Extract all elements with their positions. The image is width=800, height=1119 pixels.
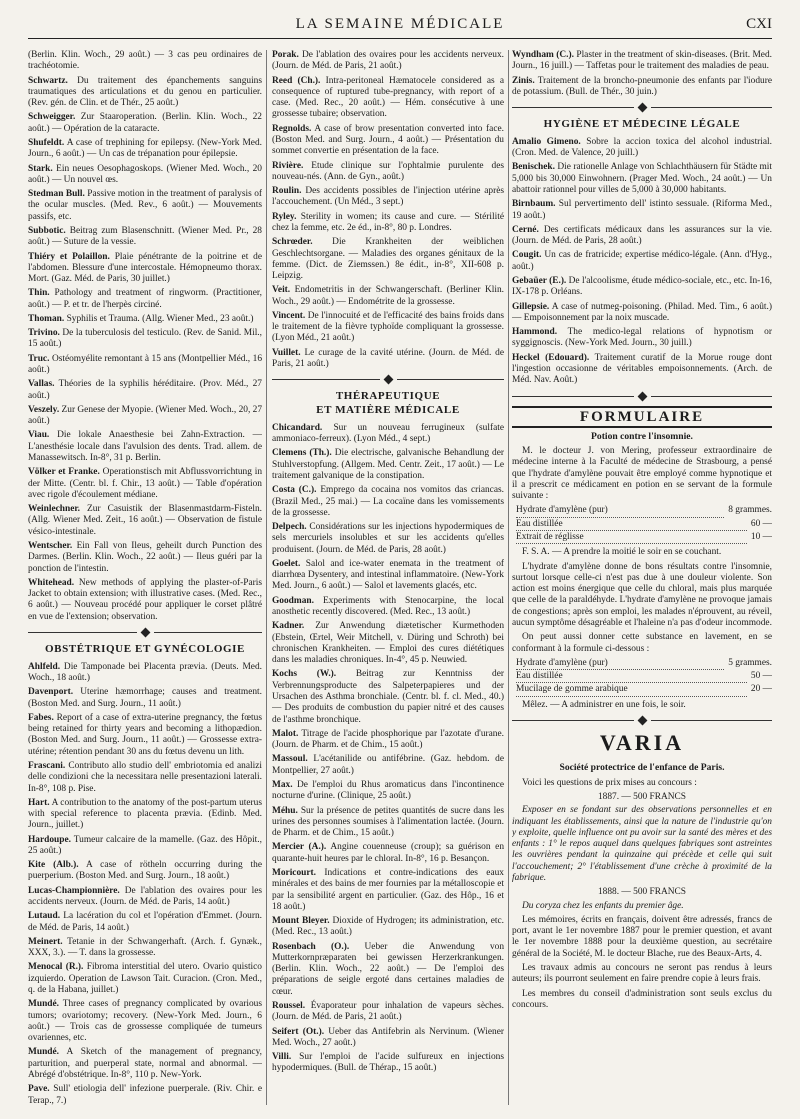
entry-text: Sull' etiologia dell' infezione puerperale. (Riv. Chir. e Terap., 7.) — [28, 1084, 262, 1105]
bibliography-entry — [272, 522, 504, 556]
section-divider — [272, 376, 504, 383]
prize-question-2: Du coryza chez les enfants du premier âge. — [522, 900, 684, 911]
entry-author: Villi. — [272, 1052, 292, 1063]
entry-text: Sur un nouveau ferrugineux (sulfate ammoniaco-ferreux). (Lyon Méd., 4 sept.) — [272, 422, 504, 445]
ingredient-quantity: 50 — — [750, 671, 772, 682]
entry-author: Meinert. — [28, 936, 63, 947]
bibliography-entry — [28, 1084, 262, 1105]
entry-author: Mundé. — [28, 999, 59, 1010]
entry-author: Cougit. — [512, 250, 542, 261]
varia-subtitle: Société protectrice de l'enfance de Paris. — [559, 762, 725, 774]
entry-author: Vallas. — [28, 379, 55, 390]
entry-text: Beitrag zur Kenntniss der Verbrennungsproducte des Salpeterpapieres und der Ursachen des Asthma bronchiale. (Centr. bl. f. cl. Med., 40.) — Des produits de combustion du papier nitré et des causes de l'asthme bronchique. — [272, 669, 504, 725]
bibliography-entry — [512, 302, 772, 325]
section-divider — [28, 629, 262, 636]
bibliography-entry — [272, 485, 504, 519]
bibliography-entry — [28, 687, 262, 710]
entry-author: Lutaud. — [28, 911, 61, 922]
entry-text: Report of a case of extra-uterine pregnancy, the fœtus being retained for thirty years and becoming a lithopædion. (Boston Med. and Surg. Journ., 11 août.) — Grossesse extra-utérine; rétention pendant 30 ans du fœtus devenu un lith. — [28, 712, 262, 757]
formula-row — [516, 532, 772, 544]
bibliography-entry — [512, 327, 772, 350]
bibliography-entry — [28, 252, 262, 286]
bibliography-entry — [28, 354, 262, 377]
entry-text: Pathology and treatment of ringworm. (Practitioner, août.) — P. et tr. de l'herpès circiné. — [28, 288, 262, 310]
bibliography-entry — [272, 311, 504, 345]
bibliography-entry — [272, 754, 504, 777]
formulaire-title: FORMULAIRE — [512, 406, 772, 428]
entry-text: De l'ablation des ovaires pour les accidents nerveux. (Journ. de Méd. de Paris, 14 août.) — [28, 885, 262, 908]
entry-text: Évaporateur pour inhalation de vapeurs sèches. (Journ. de Méd. de Paris, 21 août.) — [272, 1001, 504, 1023]
entry-text: La lacération du col et l'opération d'Emmet. (Journ. de Méd. de Paris, 14 août.) — [28, 911, 262, 933]
section-title-therapeutique — [272, 390, 504, 418]
entry-author: Ahlfeld. — [28, 661, 61, 672]
bibliography-entry — [512, 137, 772, 160]
entry-author: Malot. — [272, 728, 299, 739]
entry-author: Fabes. — [28, 712, 54, 723]
ingredient-name: Extrait de réglisse — [516, 532, 747, 544]
entry-author: Mundé. — [28, 1047, 59, 1058]
bibliography-entry — [272, 729, 504, 752]
entry-text: Du traitement des épanchements sanguins traumatiques des articulations et du genou en particulier. (Rev. gén. de Clin. et de Thér., 25 août.) — [28, 75, 262, 109]
entry-text: (Berlin. Klin. Woch., 29 août.) — 3 cas peu ordinaires de trachéotomie. — [28, 50, 262, 72]
entry-author: Stark. — [28, 163, 53, 174]
bibliography-entry — [28, 314, 262, 325]
entry-text: Traitement curatif de la Morue rouge dont l'ingestion occasionne de véritables empoisonnements. (Arch. de Méd. Nav. Août.) — [512, 352, 772, 386]
entry-text: Sterility in women; its cause and cure. — Stérilité chez la femme, etc. 2e éd., in-8°, 80 p. Londres. — [272, 211, 504, 233]
bibliography-entry — [272, 942, 504, 998]
section-title-hygiene: HYGIÈNE ET MÉDECINE LÉGALE — [543, 118, 741, 131]
entry-text: Zur Staaroperation. (Berlin. Klin. Woch., 22 août.) — Opération de la cataracte. — [28, 112, 262, 134]
entry-author: Hardoupe. — [28, 834, 71, 845]
entry-text: A case of nutmeg-poisoning. (Philad. Med. Tim., 6 août.) — Empoisonnement par la noix muscade. — [512, 301, 772, 323]
entry-text: Sobre la accion toxica del alcohol industrial. (Cron. Med. de Valence, 20 juill.) — [512, 136, 772, 159]
bibliography-entry — [512, 76, 772, 99]
bibliography-entry — [272, 448, 504, 482]
bibliography-entry — [28, 112, 262, 135]
page-number: CXI — [746, 16, 772, 32]
entry-list — [272, 423, 504, 1075]
bibliography-entry — [272, 868, 504, 913]
entry-text: Die Tamponade bei Placenta prævia. (Deuts. Med. Woch., 18 août.) — [28, 661, 262, 683]
entry-text: Angine couenneuse (croup); sa guérison en quarante-huit heures par le chloral. In-8°, 16 p. Besançon. — [272, 842, 504, 864]
bibliography-entry — [512, 162, 772, 196]
entry-author: Veit. — [272, 285, 291, 296]
ingredient-name: Hydrate d'amylène (pur) — [516, 658, 724, 670]
entry-text: Dioxide of Hydrogen; its administration, etc. (Med. Rec., 13 août.) — [272, 916, 504, 938]
prize-question-1: Exposer en se fondant sur des observations personnelles et en indiquant les établissements, ainsi que la nature de l'industrie qu'on y exploite, quelle influence ont pu avoir sur la santé des mères et des enfants : 1° le repos auquel dans quelques fabriques sont astreintes les ouvrières pendant la quinzaine qui précède et celle qui suit l'accouchement; 2° l'établissement d'une crèche à proximité de la fabrique. — [512, 805, 772, 884]
entry-text: Ueber die Anwendung von Mutterkornpræparaten bei gewissen Herzerkrankungen. (Berlin. Klin. Woch., 22 août.) — De l'emploi des préparations de seigle ergoté dans certaines maladies de cœur. — [272, 941, 504, 997]
entry-author: Pave. — [28, 1084, 50, 1095]
entry-author: Shufeldt. — [28, 137, 65, 148]
bibliography-entry — [272, 423, 504, 446]
entry-list — [272, 50, 504, 370]
entry-author: Ryley. — [272, 211, 297, 222]
entry-text: De la tuberculosis del testiculo. (Rev. de Sanid. Mil., 15 août.) — [28, 328, 262, 350]
entry-text: Ostéomyélite remontant à 15 ans (Montpellier Méd., 16 août.) — [28, 353, 262, 376]
entry-text: Ueber das Antifebrin als Nervinum. (Wiener Med. Woch., 27 août.) — [272, 1026, 504, 1048]
entry-author: Lucas-Championnière. — [28, 885, 120, 896]
page-header — [28, 6, 772, 39]
entry-text: Un cas de fratricide; expertise médico-légale. (Ann. d'Hyg., août.) — [512, 250, 772, 272]
entry-text: De l'emploi du Rhus aromaticus dans l'incontinence nocturne d'urine. (Clinique, 25 août.) — [272, 779, 504, 802]
formula-1-instructions: F. S. A. — A prendre la moitié le soir en se couchant. — [522, 547, 722, 558]
entry-text: Des accidents possibles de l'injection utérine après l'accouchement. (Un Méd., 3 sept.) — [272, 186, 504, 208]
entry-author: Roussel. — [272, 1001, 306, 1012]
bibliography-entry — [272, 76, 504, 121]
bibliography-entry — [272, 285, 504, 308]
entry-text: Titrage de l'acide phosphorique par l'azotate d'urane. (Journ. de Pharm. et de Chim., 15 août.) — [272, 728, 504, 751]
column-divider — [266, 50, 267, 1105]
bibliography-entry — [28, 76, 262, 110]
entry-author: Thin. — [28, 288, 50, 299]
bibliography-entry — [28, 937, 262, 960]
bibliography-entry — [28, 226, 262, 249]
bibliography-entry — [512, 199, 772, 222]
ingredient-quantity: 60 — — [750, 518, 772, 529]
entry-author: Gebaüer (E.). — [512, 275, 567, 286]
bibliography-entry — [272, 348, 504, 371]
entry-author: Porak. — [272, 50, 299, 60]
entry-list — [28, 50, 262, 623]
entry-text: Considérations sur les injections hypodermiques de sels mercuriels insolubles et sur les accidents qu'elles produisent. (Journ. de Méd. de Paris, 28 août.) — [272, 522, 504, 555]
bibliography-entry — [512, 250, 772, 273]
bibliography-entry — [272, 621, 504, 666]
entry-text: A case of rötheln occurring during the puerperium. (Boston Med. and Surg. Journ., 18 août.) — [28, 860, 262, 882]
bibliography-entry — [272, 161, 504, 184]
entry-author: Schweigger. — [28, 112, 76, 123]
section-title-line-1: THÉRAPEUTIQUE — [335, 390, 441, 403]
bibliography-entry — [272, 124, 504, 158]
bibliography-entry — [272, 237, 504, 282]
bibliography-entry — [28, 467, 262, 501]
entry-author: Seifert (Ot.). — [272, 1026, 325, 1037]
ingredient-name: Hydrate d'amylène (pur) — [516, 505, 724, 517]
varia-paragraph: Les travaux admis au concours ne seront pas rendus à leurs auteurs; ils pourront seulement en faire prendre copie à leurs frais. — [512, 963, 772, 985]
ingredient-name: Eau distillée — [516, 671, 747, 683]
entry-text: Contributo allo studio dell' embriotomia ed analizi delle condizioni che la necessitara nelle presentazioni laterali. In-8°, 108 p. Pise. — [28, 760, 262, 794]
entry-text: Three cases of pregnancy complicated by ovarious tumors; ovariotomy; recovery. (New-York Med. Journ., 6 août.) — Trois cas de grossesse compliquée de tumeurs ovariennes, etc. — [28, 999, 262, 1044]
entry-text: Die Krankheiten der weiblichen Geschlechtsorgane. — Maladies des organes génitaux de la femme. (Dict. de Ziemssen.) 8e édit., in-8°, XII-608 p. Leipzig. — [272, 237, 504, 282]
section-divider — [512, 104, 772, 111]
entry-text: Emprego da cocaina nos vomitos das criancas. (Brazil Med., 25 mai.) — La cocaïne dans les vomissements de la grossesse. — [272, 485, 504, 518]
entry-text: Plaster in the treatment of skin-diseases. (Brit. Med. Journ., 16 juill.) — Taffetas pour le traitement des maladies de peau. — [512, 50, 772, 72]
bibliography-entry — [28, 50, 262, 73]
entry-author: Mount Bleyer. — [272, 916, 330, 927]
entry-author: Hart. — [28, 797, 50, 808]
bibliography-entry — [512, 225, 772, 248]
column-3 — [512, 50, 772, 1105]
entry-author: Veszely. — [28, 404, 60, 415]
entry-text: Salol and ice-water enemata in the treatment of diarrhœa Dysentery, and intestinal inflammatoire. (New-York Med. Journ., 6 août.) — Salol et lavements glacés, etc. — [272, 558, 504, 592]
entry-author: Mercier (A.). — [272, 842, 327, 853]
bibliography-entry — [28, 835, 262, 858]
entry-text: Tetanie in der Schwangerhaft. (Arch. f. Gynæk., XXX, 3.). — T. dans la grossesse. — [28, 936, 262, 959]
bibliography-entry — [272, 1052, 504, 1075]
entry-text: Die lokale Anaesthesie bei Zahn-Extraction. — L'anesthésie locale dans l'avulsion des dents. Trad. allem. de Manassewitsch. In-8°, 31 p. Berlin. — [28, 430, 262, 463]
entry-author: Cerné. — [512, 224, 539, 235]
entry-text: Uterine hæmorrhage; causes and treatment. (Boston Med. and Surg. Journ., 11 août.) — [28, 687, 262, 709]
formulaire-subtitle: Potion contre l'insomnie. — [591, 430, 693, 442]
bibliography-entry — [28, 999, 262, 1044]
section-title-line-2: ET MATIÈRE MÉDICALE — [316, 404, 460, 417]
bibliography-entry — [272, 212, 504, 235]
entry-author: Hammond. — [512, 327, 558, 338]
bibliography-entry — [272, 842, 504, 865]
bibliography-entry — [272, 806, 504, 840]
ingredient-name: Mucilage de gomme arabique — [516, 684, 747, 696]
entry-text: Théories de la syphilis héréditaire. (Prov. Méd., 27 août.) — [28, 379, 262, 401]
entry-author: Gillepsie. — [512, 301, 550, 312]
bibliography-entry — [28, 761, 262, 795]
ingredient-quantity: 8 grammes. — [728, 505, 772, 516]
entry-text: A case of trephining for epilepsy. (New-York Med. Journ., 6 août.) — Un cas de trépanation pour épilepsie. — [28, 137, 262, 160]
entry-author: Costa (C.). — [272, 485, 317, 496]
entry-author: Thoman. — [28, 313, 65, 324]
entry-author: Kite (Alb.). — [28, 860, 79, 871]
ingredient-quantity: 5 grammes. — [728, 657, 772, 668]
formulaire-paragraph: On peut aussi donner cette substance en lavement, en se conformant à la formule ci-dessous : — [512, 632, 772, 654]
formula-row — [516, 658, 772, 670]
entry-text: L'acétanilide ou antifébrine. (Gaz. hebdom. de Montpellier, 27 août.) — [272, 754, 504, 776]
ingredient-quantity: 10 — — [750, 531, 772, 542]
formulaire-intro: M. le docteur J. von Mering, professeur extraordinaire de médecine interne à la Faculté de médecine de Strasbourg, a pensé que l'hydrate d'amylène pouvait être employé comme hypnotique et il a prescrit ce médicament en potion en se servant de la formule suivante : — [512, 446, 772, 502]
entry-author: Viau. — [28, 430, 50, 441]
entry-author: Massoul. — [272, 754, 308, 765]
bibliography-entry — [28, 713, 262, 758]
entry-text: New methods of applying the plaster-of-Paris Jacket to obtain extension; with illustrative cases. (Med. Rec., 6 août.) — Nouveau procédé pour appliquer le corset plâtré en vue de l'extension; observation. — [28, 577, 262, 622]
entry-author: Zinis. — [512, 75, 535, 86]
entry-text: A Sketch of the management of pregnancy, parturition, and puerperal state, normal and abnormal. — Abrégé d'obstétrique. In-8°, 110 p. New-York. — [28, 1047, 262, 1080]
bibliography-entry — [28, 504, 262, 538]
bibliography-entry — [28, 288, 262, 311]
bibliography-entry — [28, 578, 262, 623]
prize-year-2: 1888. — 500 FRANCS — [597, 887, 687, 898]
entry-author: Whitehead. — [28, 577, 75, 588]
entry-author: Regnolds. — [272, 123, 312, 134]
entry-text: Indications et contre-indications des eaux minérales et des bains de mer fournies par la métalloscopie et par la sensibilité argent en particulier. (Gaz. des Hôp., 16 et 18 août.) — [272, 867, 504, 912]
entry-author: Delpech. — [272, 522, 307, 533]
journal-title: LA SEMAINE MÉDICALE — [295, 16, 505, 32]
formula-row — [516, 505, 772, 517]
entry-author: Wentscher. — [28, 540, 73, 551]
bibliography-entry — [28, 138, 262, 161]
entry-text: Zur Anwendung diætetischer Kurmethoden (Ebstein, Œrtel, Weir Mitchell, v. Düring und Schroth) bei chronischen Krankheiten. — Emploi des cures diététiques dans les maladies chroniques. In-4°, 45 p. Neuwied. — [272, 621, 504, 666]
entry-author: Stedman Bull. — [28, 189, 85, 200]
entry-author: Roulin. — [272, 186, 302, 197]
section-title-obstetrique: OBSTÉTRIQUE ET GYNÉCOLOGIE — [44, 642, 245, 655]
entry-author: Rivière. — [272, 160, 304, 171]
entry-author: Subbotic. — [28, 225, 66, 236]
entry-list — [512, 137, 772, 387]
formula-1 — [516, 505, 772, 544]
bibliography-entry — [272, 1027, 504, 1050]
bibliography-entry — [272, 50, 504, 73]
entry-text: Fibroma interstitial del utero. Ovario quistico izquierdo. Operation de Lawson Tait. Curacion. (Cron. Med., q. de la Habana, juillet.) — [28, 962, 262, 995]
entry-text: De l'alcoolisme, étude médico-sociale, etc., etc. In-16, IX-178 p. Orléans. — [512, 275, 772, 298]
varia-paragraph: Les membres du conseil d'administration sont seuls exclus du concours. — [512, 988, 772, 1010]
entry-text: Experiments with Stenocarpine, the local anosthetic recently discovered. (Med. Rec., 13 août.) — [272, 595, 504, 618]
entry-text: Sur l'emploi de l'acide sulfureux en injections hypodermiques. (Bull. de Thérap., 15 août.) — [272, 1052, 504, 1074]
column-1 — [28, 50, 262, 1105]
entry-text: Zur Genese der Myopie. (Wiener Med. Woch., 20, 27 août.) — [28, 404, 262, 427]
entry-author: Rosenbach (O.). — [272, 941, 350, 952]
bibliography-entry — [28, 886, 262, 909]
entry-text: Ein neues Oesophagoskops. (Wiener Med. Woch., 20 août.) — Un nouvel œs. — [28, 163, 262, 185]
entry-author: Amalio Gimeno. — [512, 136, 581, 147]
entry-list — [512, 50, 772, 98]
bibliography-entry — [272, 1001, 504, 1024]
entry-author: Max. — [272, 779, 293, 790]
entry-text: Le curage de la cavité utérine. (Journ. de Méd. de Paris, 21 août.) — [272, 347, 504, 370]
bibliography-entry — [28, 328, 262, 351]
bibliography-entry — [28, 379, 262, 402]
entry-text: Die electrische, galvanische Behandlung der Stuhlverstopfung. (Allgem. Med. Centr. Zeit., 17 août.) — Le traitement galvanique de la constipation. — [272, 448, 504, 481]
varia-intro: Voici les questions de prix mises au concours : — [522, 777, 697, 788]
bibliography-entry — [28, 430, 262, 464]
entry-author: Clemens (Th.). — [272, 448, 332, 459]
bibliography-entry — [28, 962, 262, 996]
entry-author: Reed (Ch.). — [272, 75, 321, 86]
bibliography-entry — [28, 164, 262, 187]
entry-author: Heckel (Edouard). — [512, 352, 590, 363]
formula-row — [516, 519, 772, 531]
entry-author: Trivino. — [28, 328, 60, 339]
bibliography-entry — [28, 405, 262, 428]
formula-row — [516, 684, 772, 696]
entry-author: Weinlechner. — [28, 504, 80, 515]
entry-text: Sur la présence de petites quantités de sucre dans les urines des personnes soumises à l'alimentation lactée. (Journ. de Pharm. et de Chim., 15 août.) — [272, 805, 504, 839]
bibliography-entry — [28, 911, 262, 934]
entry-author: Chicandard. — [272, 422, 323, 433]
entry-text: Intra-peritoneal Hæmatocele considered as a consequence of ruptured tube-pregnancy, with report of a case. (Med. Rec., 20 août.) — Hém. consécutive à une grossesse tubaire; observation. — [272, 75, 504, 120]
entry-text: Des certificats médicaux dans les assurances sur la vie. (Journ. de Méd. de Paris, 28 août.) — [512, 224, 772, 247]
entry-text: A case of brow presentation converted into face. (Boston Med. and Surg. Journ., 4 août.) — Présentation du sommet convertie en présentation de la face. — [272, 123, 504, 157]
entry-author: Vuillet. — [272, 347, 301, 358]
entry-text: De l'ablation des ovaires pour les accidents nerveux. (Journ. de Méd. de Paris, 21 août.) — [272, 50, 504, 72]
bibliography-entry — [28, 798, 262, 832]
varia-paragraph: Les mémoires, écrits en français, doivent être adressés, francs de port, avant le 1er novembre 1887 pour le premier question, et avant le 1er novembre 1888 pour la deuxième question, au secrétaire général de la Société, M. le docteur Blache, rue des Beaux-Arts, 4. — [512, 914, 772, 959]
entry-author: Schwartz. — [28, 75, 68, 86]
bibliography-entry — [272, 559, 504, 593]
bibliography-entry — [272, 596, 504, 619]
entry-text: Etude clinique sur l'ophtalmie purulente des nouveau-nés. (Ann. de Gyn., août.) — [272, 160, 504, 182]
entry-text: Syphilis et Trauma. (Allg. Wiener Med., 23 août.) — [66, 313, 254, 324]
entry-author: Vincent. — [272, 310, 306, 321]
entry-list — [28, 662, 262, 1105]
entry-text: De l'innocuité et de l'efficacité des bains froids dans le traitement de la fièvre typhoïde compliquant la grossesse. (Lyon Méd., 21 août.) — [272, 310, 504, 344]
entry-author: Goelet. — [272, 558, 301, 569]
ingredient-quantity: 20 — — [750, 684, 772, 695]
entry-text: Tumeur calcaire de la mamelle. (Gaz. des Hôpit., 25 août.) — [28, 834, 262, 856]
entry-text: Die rationelle Anlage von Schlachthäusern für Städte mit 5,000 bis 30,000 Einwohnern. (Prager Med. Woch., 24 août.) — Un abattoir rationnel pour villes de 5,000 à 30,000 habitants. — [512, 162, 772, 195]
bibliography-entry — [512, 276, 772, 299]
varia-title: VARIA — [599, 729, 685, 755]
entry-text: Sul pervertimento dell' istinto sessuale. (Riforma Med., 19 août.) — [512, 199, 772, 221]
entry-text: Zur Casuistik der Blasenmastdarm-Fisteln. (Allg. Wiener Med. Zeit., 16 août.) — Observation de fistule vésico-intestinale. — [28, 504, 262, 537]
entry-text: A contribution to the anatomy of the post-partum uterus with special reference to placenta prævia. (Edinb. Med. Journ., juillet.) — [28, 797, 262, 831]
entry-author: Thiéry et Polaillon. — [28, 251, 110, 262]
ingredient-name: Eau distillée — [516, 519, 747, 531]
bibliography-entry — [28, 860, 262, 883]
entry-author: Birnbaum. — [512, 199, 556, 210]
bibliography-entry — [272, 780, 504, 803]
formula-2 — [516, 658, 772, 697]
formula-row — [516, 671, 772, 683]
section-divider — [512, 717, 772, 724]
bibliography-entry — [512, 353, 772, 387]
bibliography-entry — [28, 1047, 262, 1081]
bibliography-entry — [28, 541, 262, 575]
entry-author: Truc. — [28, 353, 50, 364]
prize-year-1: 1887. — 500 FRANCS — [597, 792, 687, 803]
entry-author: Menocal (R.). — [28, 962, 84, 973]
entry-author: Goodman. — [272, 595, 314, 606]
bibliography-entry — [272, 669, 504, 725]
entry-text: Operationstisch mit Abflussvorrichtung in der Mitte. (Centr. bl. f. Chir., 13 août.) — Table d'opération avec rigole d'écoulement médiane. — [28, 467, 262, 500]
entry-author: Völker et Franke. — [28, 467, 100, 478]
entry-text: Passive motion in the treatment of paralysis of the ocular muscles. (Med. Rev., 6 août.) — Mouvements passifs, etc. — [28, 189, 262, 222]
entry-author: Méhu. — [272, 805, 298, 816]
entry-text: Beitrag zum Blasenschnitt. (Wiener Med. Pr., 28 août.) — Suture de la vessie. — [28, 225, 262, 248]
entry-author: Kadner. — [272, 621, 305, 632]
formula-2-instructions: Mêlez. — A administrer en une fois, le soir. — [522, 699, 686, 710]
entry-text: Endometritis in der Schwangerschaft. (Berliner Klin. Woch., 29 août.) — Endométrite de la grossesse. — [272, 285, 504, 307]
entry-text: Ein Fall von Ileus, geheilt durch Punction des Darmes. (Berlin. Klin. Woch., 22 août.) — Ileus guéri par la ponction de l'intestin. — [28, 540, 262, 574]
entry-text: The medico-legal relations of hypnotism or syggignoscis. (New-York Med. Journ., 30 juill.) — [512, 327, 772, 349]
bibliography-entry — [272, 186, 504, 209]
entry-author: Davenport. — [28, 687, 74, 698]
entry-author: Frascani. — [28, 760, 66, 771]
bibliography-entry — [272, 916, 504, 939]
section-divider — [512, 393, 772, 400]
entry-author: Schrœder. — [272, 237, 313, 248]
entry-text: Traitement de la broncho-pneumonie des enfants par l'iodure de potassium. (Bull. de Thér., 30 juin.) — [512, 75, 772, 97]
entry-author: Moricourt. — [272, 867, 316, 878]
bibliography-entry — [28, 662, 262, 685]
column-divider — [508, 50, 509, 1105]
bibliography-entry — [28, 189, 262, 223]
bibliography-entry — [512, 50, 772, 73]
column-2 — [272, 50, 504, 1105]
entry-author: Wyndham (C.). — [512, 50, 574, 60]
entry-author: Kochs (W.). — [272, 669, 337, 680]
formulaire-paragraph: L'hydrate d'amylène donne de bons résultats contre l'insomnie, surtout lorsque celle-ci n'est pas due à une douleur violente. Son action est moins énergique que celle du chloral, mais plus marquée que celle de la paraldéhyde. L'hydrate d'amylène ne provoque jamais de congestions; après son emploi, les malades n'éprouvent, au réveil, aucun symptôme désagréable et l'haleine n'a pas d'odeur incommode. — [512, 561, 772, 628]
entry-author: Benischek. — [512, 162, 555, 173]
entry-text: Plaie pénétrante de la poitrine et de l'abdomen. Blessure d'une intercostale. Hémopneumo thorax. Mort. (Gaz. Méd. de Paris, 30 juillet.) — [28, 251, 262, 285]
